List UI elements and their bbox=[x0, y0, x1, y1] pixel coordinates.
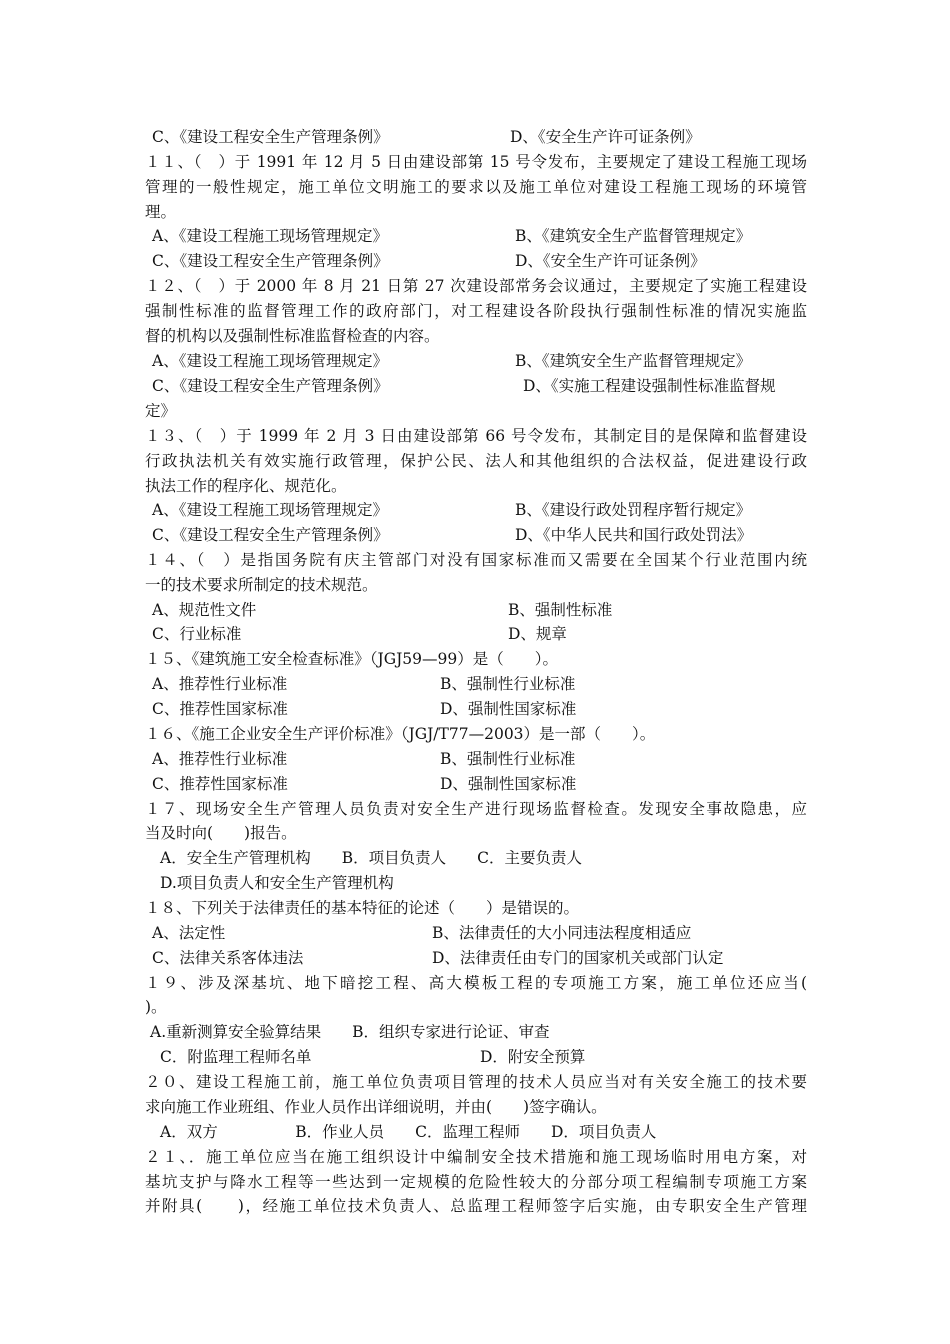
option-a: A、《建设工程施工现场管理规定》 bbox=[152, 227, 388, 245]
option-c: C、推荐性国家标准 bbox=[152, 775, 288, 793]
option-d: D、《安全生产许可证条例》 bbox=[515, 252, 706, 270]
option-d: D、强制性国家标准 bbox=[440, 775, 577, 793]
question-17-line: 当及时向( )报告。 bbox=[145, 824, 297, 842]
options-abcd: A．双方 B．作业人员 C．监理工程师 D．项目负责人 bbox=[160, 1123, 657, 1141]
option-b: B、《建筑安全生产监督管理规定》 bbox=[515, 227, 752, 245]
option-a: A、《建设工程施工现场管理规定》 bbox=[152, 501, 388, 519]
option-a: A、《建设工程施工现场管理规定》 bbox=[152, 352, 388, 370]
option-c: C．附监理工程师名单 bbox=[160, 1048, 312, 1066]
question-21-line: ２１、．施工单位应当在施工组织设计中编制安全技术措施和施工现场临时用电方案，对 bbox=[145, 1148, 807, 1166]
option-c: C、《建设工程安全生产管理条例》 bbox=[152, 526, 389, 544]
question-20-line: 求向施工作业班组、作业人员作出详细说明，并由( )签字确认。 bbox=[145, 1098, 607, 1116]
question-20-line: ２０、建设工程施工前，施工单位负责项目管理的技术人员应当对有关安全施工的技术要 bbox=[145, 1073, 807, 1091]
question-17-line: １７、现场安全生产管理人员负责对安全生产进行现场监督检查。发现安全事故隐患，应 bbox=[145, 800, 807, 818]
question-11-line: 管理的一般性规定，施工单位文明施工的要求以及施工单位对建设工程施工现场的环境管 bbox=[145, 178, 807, 196]
question-14-line: 一的技术要求所制定的技术规范。 bbox=[145, 576, 378, 594]
option-a: A、规范性文件 bbox=[152, 601, 257, 619]
question-13-line: 执法工作的程序化、规范化。 bbox=[145, 477, 347, 495]
question-16-line: １６、《施工企业安全生产评价标准》（JGJ/T77—2003）是一部（ ）。 bbox=[145, 725, 656, 743]
option-b: B、强制性行业标准 bbox=[440, 750, 576, 768]
option-b: B、强制性行业标准 bbox=[440, 675, 576, 693]
option-c: C、推荐性国家标准 bbox=[152, 700, 288, 718]
option-c: C、法律关系客体违法 bbox=[152, 949, 304, 967]
option-b: B、《建筑安全生产监督管理规定》 bbox=[515, 352, 752, 370]
option-c: C、《建设工程安全生产管理条例》 bbox=[152, 128, 389, 146]
option-b: B、强制性标准 bbox=[508, 601, 613, 619]
option-d: D、《中华人民共和国行政处罚法》 bbox=[515, 526, 753, 544]
question-11-line: 理。 bbox=[145, 203, 177, 221]
option-d: D．附安全预算 bbox=[480, 1048, 586, 1066]
option-a: A、推荐性行业标准 bbox=[152, 750, 288, 768]
question-21-line: 并附具( )，经施工单位技术负责人、总监理工程师签字后实施，由专职安全生产管理 bbox=[145, 1197, 807, 1215]
question-13-line: 行政执法机关有效实施行政管理，保护公民、法人和其他组织的合法权益，促进建设行政 bbox=[145, 452, 807, 470]
option-c: C、《建设工程安全生产管理条例》 bbox=[152, 252, 389, 270]
question-19-line: １９、涉及深基坑、地下暗挖工程、高大模板工程的专项施工方案，施工单位还应当( bbox=[145, 974, 807, 992]
question-12-line: 强制性标准的监督管理工作的政府部门，对工程建设各阶段执行强制性标准的情况实施监 bbox=[145, 302, 807, 320]
option-d: D、规章 bbox=[508, 625, 567, 643]
question-14-line: １４、（ ）是指国务院有庆主管部门对没有国家标准而又需要在全国某个行业范围内统 bbox=[145, 551, 807, 569]
option-d: D、强制性国家标准 bbox=[440, 700, 577, 718]
question-13-line: １３、（ ）于 1999 年 2 月 3 日由建设部第 66 号令发布，其制定目的是保障和监督建设 bbox=[145, 427, 807, 445]
option-d: D、法律责任由专门的国家机关或部门认定 bbox=[432, 949, 724, 967]
question-21-line: 基坑支护与降水工程等一些达到一定规模的危险性较大的分部分项工程编制专项施工方案 bbox=[145, 1173, 807, 1191]
question-19-line: )。 bbox=[145, 998, 167, 1016]
option-b: B、《建设行政处罚程序暂行规定》 bbox=[515, 501, 752, 519]
option-d: D.项目负责人和安全生产管理机构 bbox=[160, 874, 394, 892]
option-d: D、《实施工程建设强制性标准监督规 bbox=[523, 377, 776, 395]
question-11-line: １１、（ ）于 1991 年 12 月 5 日由建设部第 15 号令发布，主要规定了建设工程施工现场 bbox=[145, 153, 807, 171]
question-15-line: １５、《建筑施工安全检查标准》（JGJ59—99）是（ ）。 bbox=[145, 650, 559, 668]
option-c: C、《建设工程安全生产管理条例》 bbox=[152, 377, 389, 395]
question-18-line: １８、下列关于法律责任的基本特征的论述（ ）是错误的。 bbox=[145, 899, 580, 917]
question-12-line: 督的机构以及强制性标准监督检查的内容。 bbox=[145, 327, 440, 345]
option-a: A、推荐性行业标准 bbox=[152, 675, 288, 693]
option-a: A、法定性 bbox=[152, 924, 226, 942]
question-12-line: １２、（ ）于 2000 年 8 月 21 日第 27 次建设部常务会议通过，主要规定了实施工程建设 bbox=[145, 277, 807, 295]
option-b: B、法律责任的大小同违法程度相适应 bbox=[432, 924, 692, 942]
options-abc: A．安全生产管理机构 B．项目负责人 C．主要负责人 bbox=[160, 849, 582, 867]
option-d-continued: 定》 bbox=[145, 402, 177, 420]
option-c: C、行业标准 bbox=[152, 625, 242, 643]
options-ab: A.重新测算安全验算结果 B．组织专家进行论证、审查 bbox=[150, 1023, 550, 1041]
option-d: D、《安全生产许可证条例》 bbox=[510, 128, 701, 146]
